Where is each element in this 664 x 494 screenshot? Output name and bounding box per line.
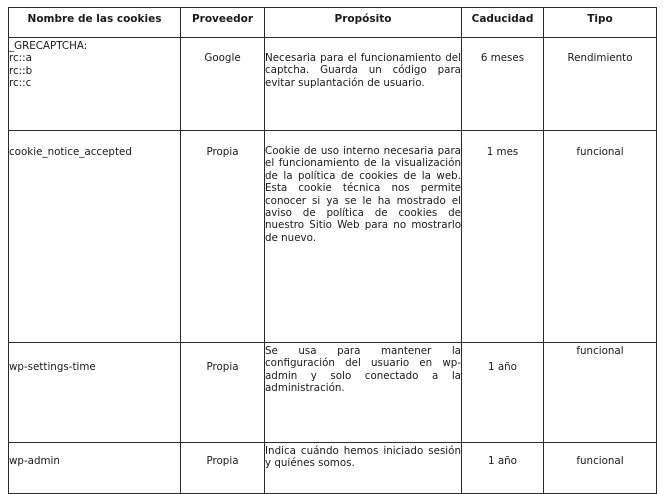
cookie-expiry: [462, 443, 544, 494]
table-header-row: [9, 8, 657, 38]
header-type: Tipo: [544, 8, 657, 38]
cookie-purpose-text: Se usa para mantener la configuración del usuario en wp-admin y solo conectado a la administración.: [265, 345, 461, 395]
cookie-purpose: [265, 38, 462, 131]
cookie-expiry-text: 6 meses: [480, 52, 525, 64]
cookie-provider-text: Propia: [206, 361, 239, 373]
cookie-expiry: [462, 343, 544, 443]
cookie-name: cookie_notice_accepted: [9, 146, 132, 158]
header-name: Nombre de las cookies: [9, 8, 181, 38]
cookie-name: rc::b: [9, 64, 33, 77]
cookie-expiry: [462, 38, 544, 131]
cookie-type-text: funcional: [576, 345, 624, 357]
cookie-expiry-text: 1 año: [488, 361, 517, 373]
table-row: [9, 343, 657, 443]
cookie-type-text: Rendimiento: [567, 52, 633, 64]
cookie-provider-text: Google: [204, 52, 241, 64]
header-expiry: Caducidad: [462, 8, 544, 38]
cookie-name: rc::c: [9, 77, 32, 90]
cookie-expiry-text: 1 mes: [486, 146, 519, 158]
cookie-name-cell: [9, 38, 181, 131]
cookie-expiry: [462, 131, 544, 343]
cookie-purpose-text: Cookie de uso interno necesaria para el funcionamiento de la visualización de la política de cookies de la web. Esta cookie técnica nos permite conocer si ya se le ha mostrado el aviso de política de cookies de nuestro Sitio Web para no mostrarlo de nuevo.: [265, 145, 461, 244]
cookie-name: rc::a: [9, 52, 32, 65]
cookie-type-text: funcional: [576, 146, 624, 158]
cookie-name-cell: [9, 343, 181, 443]
cookie-type: [544, 131, 657, 343]
cookie-purpose: [265, 343, 462, 443]
cookie-provider: [181, 131, 265, 343]
cookie-purpose-text: Indica cuándo hemos iniciado sesión y quiénes somos.: [265, 445, 461, 470]
header-provider: Proveedor: [181, 8, 265, 38]
cookie-provider: [181, 443, 265, 494]
cookie-name: wp-admin: [9, 455, 60, 467]
cookie-name: _GRECAPTCHA:: [9, 40, 88, 52]
cookie-name: wp-settings-time: [9, 361, 96, 373]
cookie-purpose: [265, 131, 462, 343]
table-row: [9, 131, 657, 343]
header-purpose: Propósito: [265, 8, 462, 38]
cookie-provider: [181, 343, 265, 443]
cookie-name-cell: [9, 131, 181, 343]
table-row: [9, 443, 657, 494]
cookie-name-cell: [9, 443, 181, 494]
cookies-table: [8, 7, 657, 494]
cookie-type: [544, 38, 657, 131]
cookie-purpose-text: Necesaria para el funcionamiento del captcha. Guarda un código para evitar suplantación de usuario.: [265, 52, 461, 89]
cookie-provider-text: Propia: [206, 455, 239, 467]
cookie-type: [544, 443, 657, 494]
table-row: [9, 38, 657, 131]
cookie-purpose: [265, 443, 462, 494]
cookie-type-text: funcional: [576, 455, 624, 467]
cookie-expiry-text: 1 año: [488, 455, 517, 467]
cookie-provider: [181, 38, 265, 131]
cookie-provider-text: Propia: [206, 146, 239, 158]
cookie-type: [544, 343, 657, 443]
